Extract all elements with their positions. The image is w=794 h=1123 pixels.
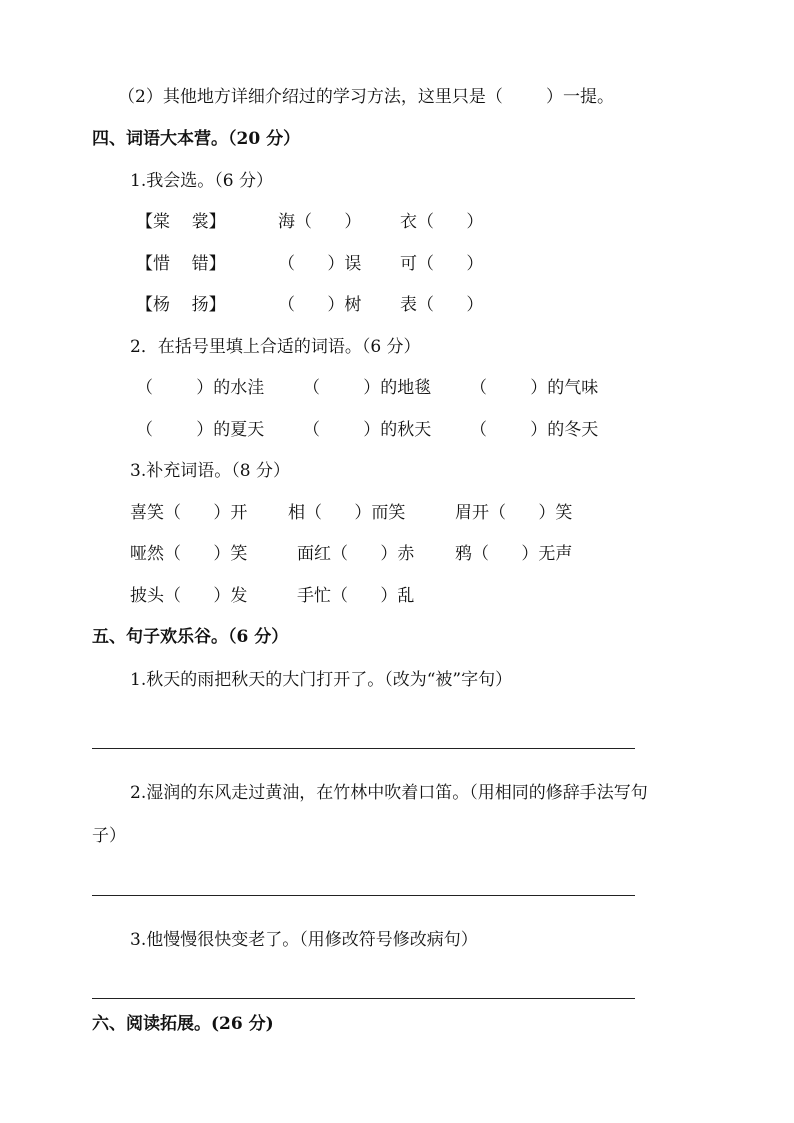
item-4-3-row1-a: 喜笑（ ）开 (130, 503, 248, 523)
item-4-1-row3-b: 表（ ） (400, 295, 484, 315)
item-4-3-row1-b: 相（ ）而笑 (288, 503, 406, 523)
item-4-1-title: 1.我会选。（6 分） (130, 171, 273, 191)
item-4-1-row1-a: 海（ ） (278, 212, 362, 232)
item-4-1-row2-a: （ ）误 (278, 254, 362, 274)
section-5-title: 五、句子欢乐谷。（6 分） (92, 627, 289, 647)
question-3-2: （2）其他地方详细介绍过的学习方法，这里只是（ ）一提。 (118, 87, 615, 107)
answer-line-5-3 (92, 998, 635, 999)
item-4-2-row1-b: （ ）的地毯 (303, 378, 432, 398)
item-4-2-row2-c: （ ）的冬天 (470, 420, 599, 440)
item-5-2-line2: 子） (92, 826, 126, 846)
item-4-3-row3-b: 手忙（ ）乱 (297, 586, 415, 606)
answer-line-5-1 (92, 748, 635, 749)
item-5-3: 3.他慢慢很快变老了。（用修改符号修改病句） (130, 930, 478, 950)
answer-line-5-2 (92, 895, 635, 896)
item-4-1-row1-label: 【棠 裳】 (136, 212, 226, 232)
item-4-3-row2-a: 哑然（ ）笑 (130, 544, 248, 564)
item-4-2-row2-a: （ ）的夏天 (136, 420, 265, 440)
section-6-title: 六、阅读拓展。(26 分) (92, 1014, 274, 1034)
item-4-2-row1-a: （ ）的水洼 (136, 378, 265, 398)
item-5-1: 1.秋天的雨把秋天的大门打开了。（改为“被”字句） (130, 670, 513, 690)
item-4-2-row1-c: （ ）的气味 (470, 378, 599, 398)
item-4-3-row2-c: 鸦（ ）无声 (455, 544, 573, 564)
item-4-2-row2-b: （ ）的秋天 (303, 420, 432, 440)
item-4-3-row2-b: 面红（ ）赤 (297, 544, 415, 564)
item-4-3-row3-a: 披头（ ）发 (130, 586, 248, 606)
item-4-1-row2-label: 【惜 错】 (136, 254, 226, 274)
item-4-3-row1-c: 眉开（ ）笑 (455, 503, 573, 523)
item-4-1-row1-b: 衣（ ） (400, 212, 484, 232)
item-4-1-row3-a: （ ）树 (278, 295, 362, 315)
item-5-2-line1: 2.湿润的东风走过黄油，在竹林中吹着口笛。（用相同的修辞手法写句 (130, 783, 648, 803)
item-4-2-title: 2．在括号里填上合适的词语。（6 分） (130, 337, 421, 357)
item-4-1-row3-label: 【杨 扬】 (136, 295, 226, 315)
item-4-3-title: 3.补充词语。（8 分） (130, 461, 290, 481)
item-4-1-row2-b: 可（ ） (400, 254, 484, 274)
section-4-title: 四、词语大本营。（20 分） (92, 129, 301, 149)
